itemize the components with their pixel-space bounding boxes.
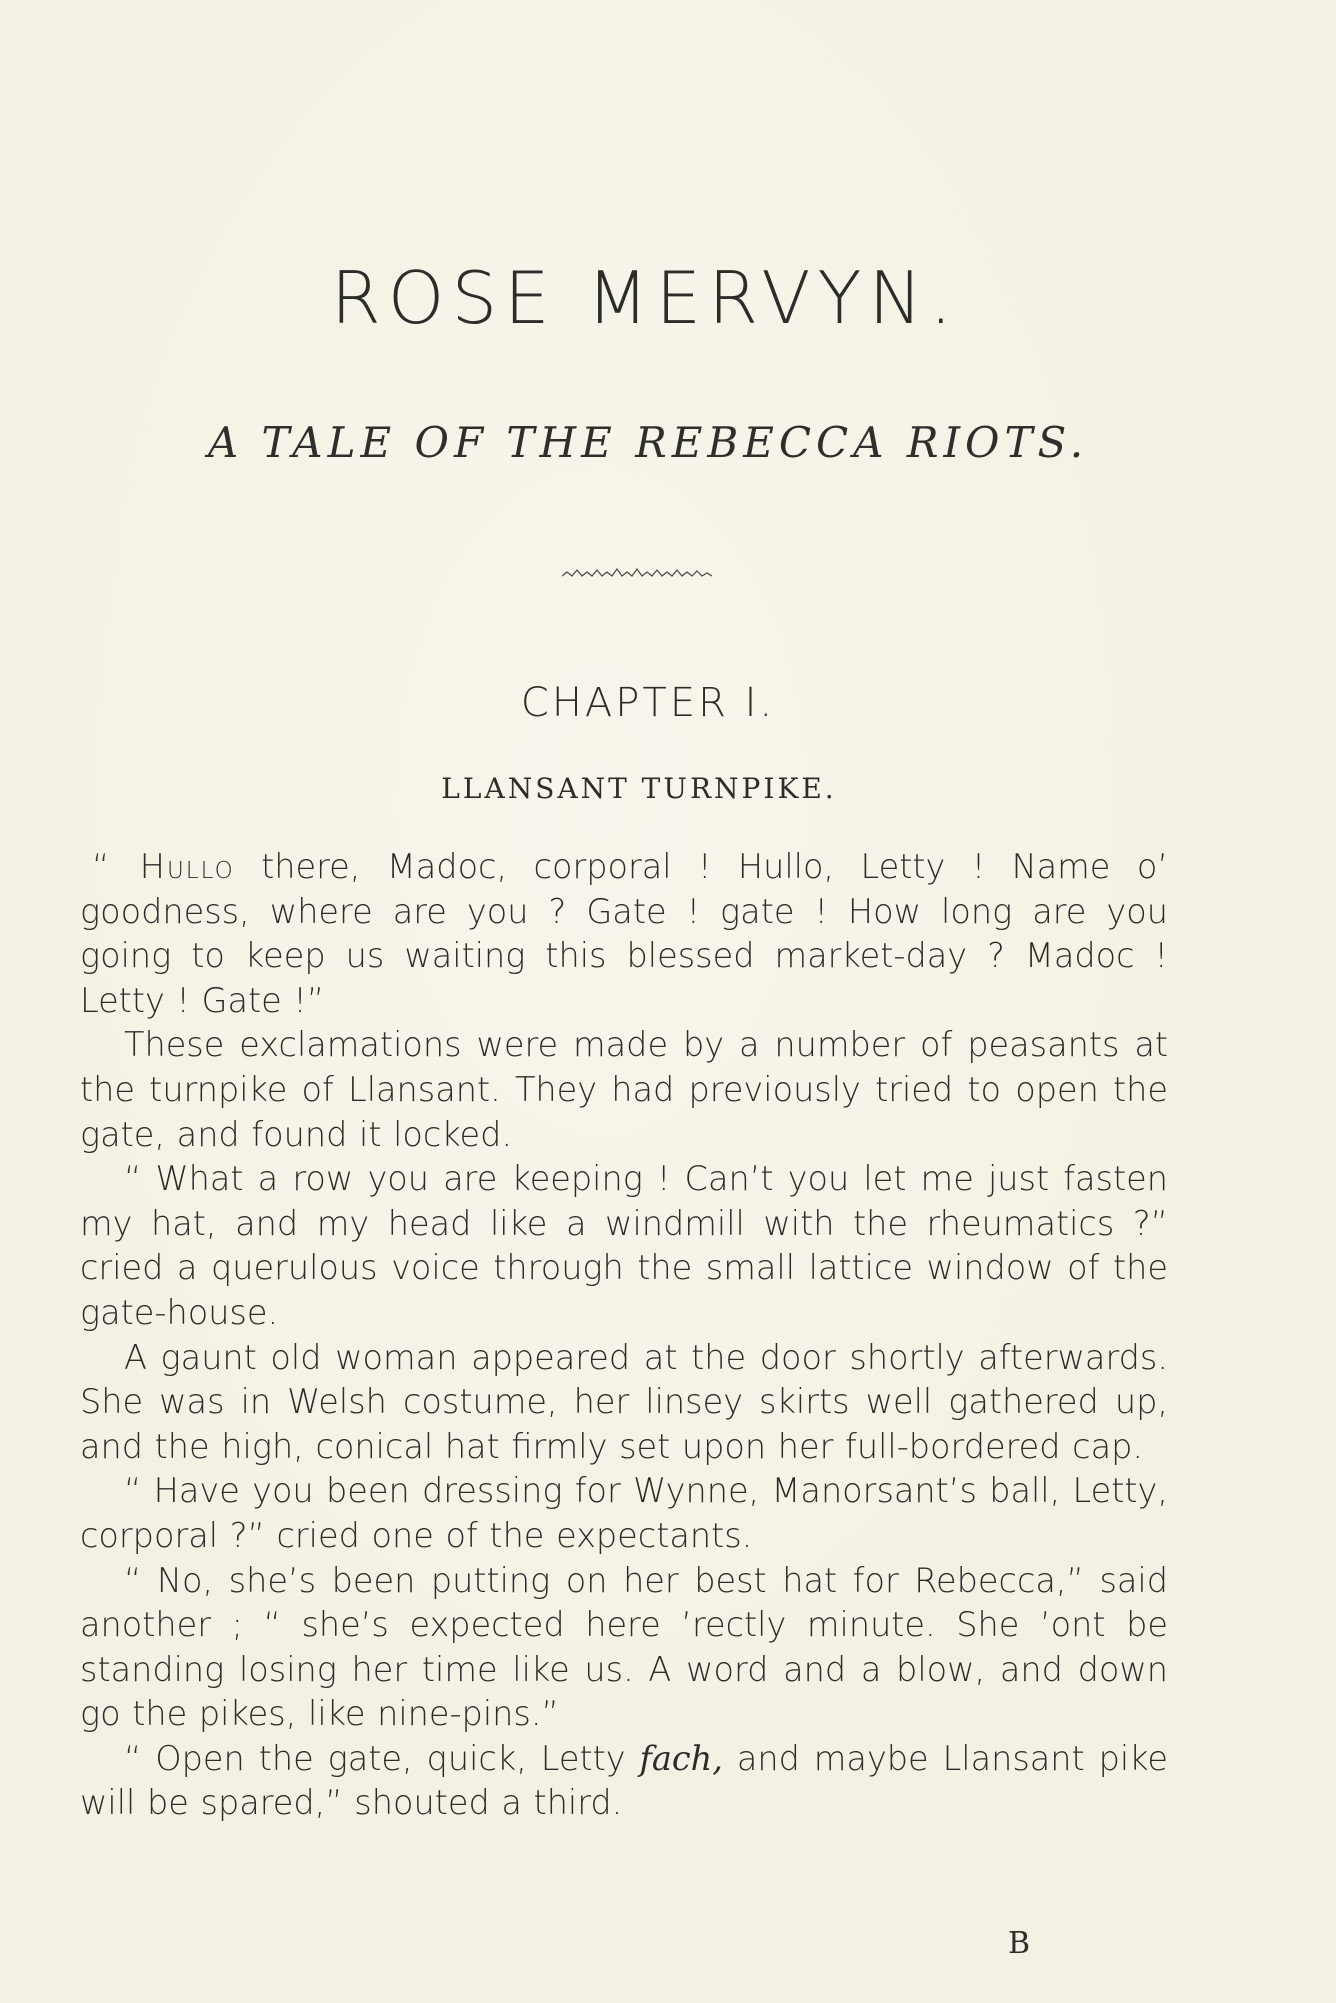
ornament-divider: [562, 566, 712, 580]
paragraph-3: “ What a row you are keeping ! Can’t you let me just fasten my hat, and my head like a windmill with the rheumatics ?” cried a querulous voice through the small lattice window of the gate-house.: [80, 1159, 1168, 1332]
paragraph-7-italic: fach,: [639, 1738, 723, 1778]
chapter-heading: CHAPTER I.: [520, 680, 776, 726]
chapter-subheading: LLANSANT TURNPIKE.: [441, 772, 837, 805]
signature-mark: B: [1008, 1926, 1031, 1961]
paragraph-7-before: “ Open the gate, quick, Letty: [124, 1738, 640, 1778]
paragraph-7-after: and maybe Llansant pike will be spared,” shouted a third.: [80, 1738, 1169, 1823]
body-text: [80, 845, 1168, 1826]
paragraph-1: [80, 845, 1168, 1023]
paragraph-7: [80, 1737, 1168, 1826]
book-title: ROSE MERVYN.: [330, 256, 960, 340]
paragraph-1-text: there, Madoc, corporal ! Hullo, Letty ! Name o’ goodness, where are you ? Gate ! gate ! How long are you going to keep us waiting this blessed market-day ? Madoc ! Letty ! Gate !”: [80, 847, 1168, 1020]
paragraph-6: “ No, she’s been putting on her best hat for Rebecca,” said another ; “ she’s expected here ’rectly minute. She ’ont be standing losing her time like us. A word and a blow, and down go the pikes, like nine-pins.”: [80, 1560, 1168, 1734]
book-subtitle: A TALE OF THE REBECCA RIOTS.: [207, 418, 1089, 467]
paragraph-2: These exclamations were made by a number of peasants at the turnpike of Llansant. They had previously tried to open the gate, and found it locked.: [80, 1025, 1168, 1154]
paragraph-4: A gaunt old woman appeared at the door shortly afterwards. She was in Welsh costume, her linsey skirts well gathered up, and the high, conical hat firmly set upon her full-bordered cap.: [80, 1337, 1168, 1466]
opening-word: “ Hullo: [92, 847, 235, 886]
paragraph-5: “ Have you been dressing for Wynne, Manorsant’s ball, Letty, corporal ?” cried one of the expectants.: [80, 1471, 1168, 1555]
